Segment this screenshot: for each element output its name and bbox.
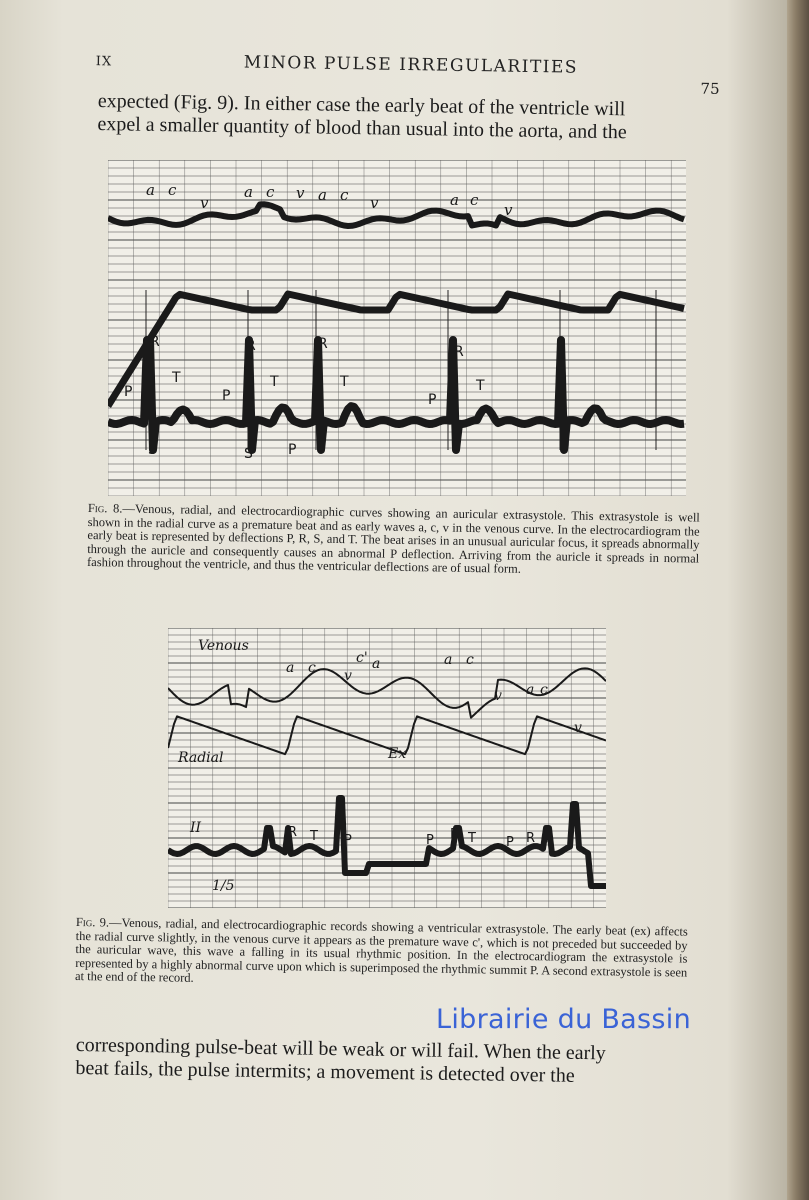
radial-label: Radial [178, 750, 224, 766]
ecg-curve [108, 340, 684, 450]
ecg-wave-label: T [468, 831, 476, 846]
running-head [95, 50, 720, 98]
ecg-wave-label: P [426, 833, 434, 848]
ecg-wave-label: P [124, 384, 133, 400]
ecg-wave-label: R [150, 334, 160, 350]
figure-9-caption [75, 916, 688, 993]
ecg-wave-label: P [428, 392, 437, 408]
ecg-wave-label: T [476, 378, 485, 394]
grid [108, 160, 686, 496]
venous-wave-label: c [168, 181, 177, 199]
figure-9-svg [168, 628, 606, 908]
venous-wave-label: c [466, 652, 474, 668]
venous-wave-label: c [308, 660, 316, 676]
venous-wave-label: v [200, 194, 209, 212]
watermark: Librairie du Bassin [436, 1004, 691, 1035]
ecg-wave-label: R [526, 831, 536, 846]
ecg-wave-label: R [454, 344, 464, 360]
venous-wave-label: c [266, 183, 275, 201]
body-line: expel a smaller quantity of blood than usual into the aorta, and the [97, 112, 627, 144]
radial-curve [108, 294, 684, 406]
ecg-wave-label: P [288, 442, 297, 458]
lead-ii-label: II [190, 820, 202, 836]
venous-wave-label: v [504, 201, 513, 219]
venous-wave-label: v [296, 184, 305, 202]
book-spine [787, 0, 809, 1200]
venous-wave-label: a [526, 682, 535, 698]
ecg-wave-label: R [450, 827, 460, 842]
ecg-wave-label: R [318, 336, 328, 352]
extrasystole-label: Ex [388, 746, 407, 762]
ecg-wave-label: T [340, 374, 349, 390]
ecg-wave-label: R [288, 825, 298, 840]
ecg-wave-label: T [270, 374, 279, 390]
body-line: expected (Fig. 9). In either case the early beat of the ventricle will [97, 90, 626, 121]
ecg-wave-label: T [544, 831, 552, 846]
venous-wave-label: a [450, 191, 459, 209]
figure-8-svg [108, 160, 686, 496]
ecg-wave-label: R [246, 338, 256, 354]
running-title: MINOR PULSE IRREGULARITIES [243, 52, 579, 78]
body-text-top [97, 90, 718, 146]
figure-9-caption-text: —Venous, radial, and electrocardiographic records showing a ventricular extrasystole. The early beat (ex) affects the radial curve slightly, in the venous curve it appears as the premature wave c', which is not preceded but succeeded by the auricular wave, this wave a falling in its usual rhythmic position. In the electrocardiogram the extrasystole is represented by a highly abnormal curve upon which is superimposed the rhythmic summit P. A second extrasystole is seen at the end of the record. [74, 915, 688, 985]
figure-8-caption [87, 502, 700, 579]
time-scale-label: 1/5 [212, 878, 235, 894]
venous-wave-label: a [286, 660, 295, 676]
venous-wave-label: c [470, 191, 479, 209]
venous-wave-label: a [444, 652, 453, 668]
ecg-wave-label: T [172, 370, 181, 386]
figure-9-label: Fig. 9. [75, 915, 110, 930]
body-line: corresponding pulse-beat will be weak or will fail. When the early [75, 1034, 606, 1065]
ecg-wave-label: S [244, 446, 253, 462]
venous-wave-label: v [370, 194, 379, 212]
venous-wave-label: a [372, 656, 381, 672]
venous-wave-label: v [574, 720, 582, 736]
venous-wave-label: c [340, 186, 349, 204]
venous-curve [108, 204, 684, 226]
figure-8-caption-text: —Venous, radial, and electrocardiographic curves showing an auricular extrasystole. This extrasystole is well shown in the radial curve as a premature beat and as early waves a, c, v in the venous curve. In the electrocardiogram the early beat is represented by deflections P, R, S, and T. The beat arises in an unusual auricular focus, it spreads abnormally through the auricle and consequently causes an abnormal P deflection. Arriving from the auricle it spreads in normal fashion throughout the ventricle, and thus the ventricular deflections are of usual form. [86, 501, 700, 576]
venous-wave-label: c [540, 682, 548, 698]
venous-wave-label: v [494, 688, 502, 704]
venous-wave-label: a [244, 183, 253, 201]
ecg-wave-label: P [264, 831, 272, 846]
figure-8-label: Fig. 8. [87, 501, 123, 516]
venous-wave-label: a [146, 181, 155, 199]
ecg-wave-label: P [222, 388, 231, 404]
venous-wave-label: c' [356, 650, 368, 666]
ecg-wave-label: P [344, 833, 352, 848]
ecg-wave-label: S [148, 442, 157, 458]
figure-8-tracing [108, 160, 686, 496]
venous-wave-label: v [344, 668, 352, 684]
page-number: 75 [700, 79, 720, 98]
venous-wave-label: a [318, 186, 327, 204]
chapter-number: IX [95, 54, 113, 70]
venous-label: Venous [198, 638, 249, 654]
body-text-bottom [75, 1034, 696, 1090]
body-line: beat fails, the pulse intermits; a movement is detected over the [75, 1056, 575, 1087]
ecg-wave-label: T [310, 829, 318, 844]
radial-curve [168, 716, 606, 754]
ecg-wave-label: P [506, 835, 514, 850]
figure-9-tracing [168, 628, 606, 908]
